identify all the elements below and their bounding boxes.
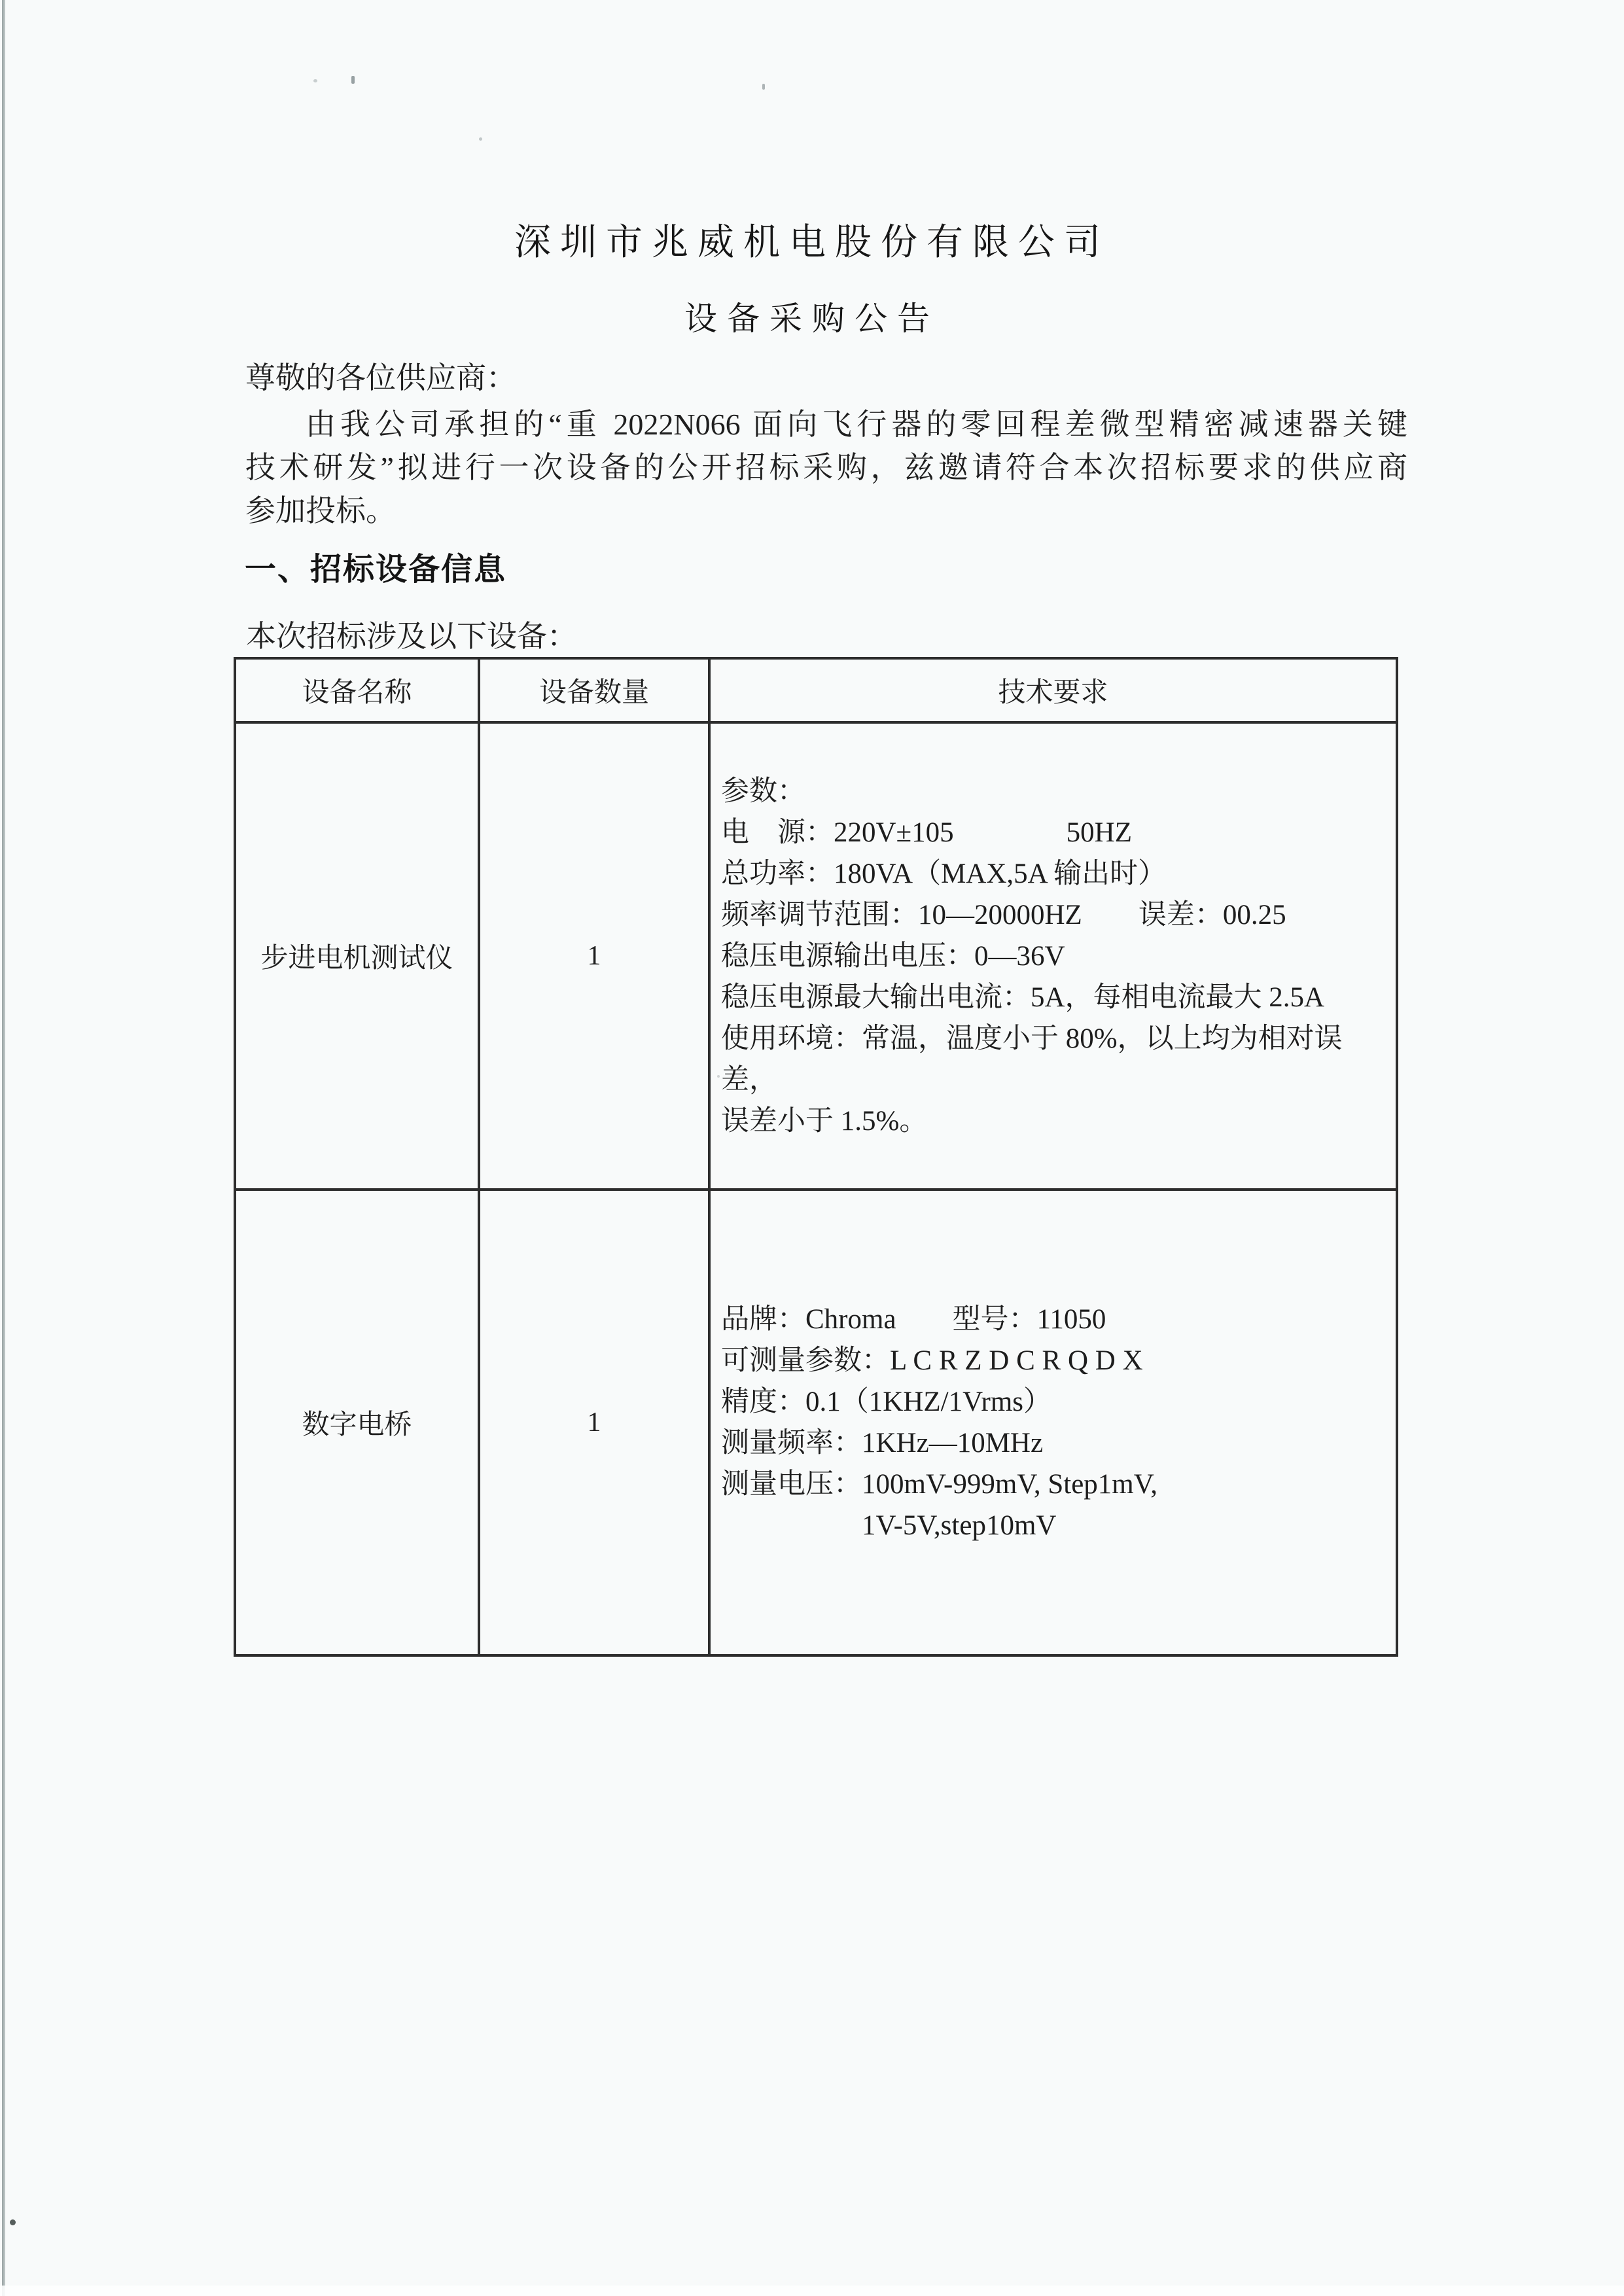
section-heading-bid-equipment-info: 一、招标设备信息 — [245, 552, 507, 587]
device-quantity-cell: 1 — [479, 1190, 709, 1655]
column-header-device-quantity: 设备数量 — [479, 658, 709, 722]
intro-line: 参加投标。 — [245, 494, 396, 527]
intro-paragraph — [245, 403, 1407, 533]
equipment-table — [234, 657, 1398, 1657]
table-lead-text: 本次招标涉及以下设备： — [246, 620, 577, 653]
table-row-digital-bridge — [235, 1190, 1397, 1655]
scan-speck — [479, 137, 482, 141]
tech-requirement-line: 品牌：Chroma 型号：11050 — [721, 1304, 1106, 1335]
tech-requirement-line: 稳压电源最大输出电流：5A，每相电流最大 2.5A — [721, 981, 1325, 1013]
device-name-cell: 步进电机测试仪 — [235, 722, 479, 1190]
tech-requirement-line: 参数： — [721, 775, 805, 807]
scan-edge-artifact — [2, 0, 5, 2296]
intro-line: 技术研发”拟进行一次设备的公开招标采购，兹邀请符合本次招标要求的供应商 — [245, 451, 1407, 484]
scan-speck — [762, 84, 765, 90]
technical-requirements-cell — [709, 722, 1397, 1190]
tech-requirement-line: 误差小于 1.5%。 — [721, 1105, 928, 1137]
technical-requirements-cell — [709, 1190, 1397, 1655]
tech-requirement-line: 可测量参数：L C R Z D C R Q D X — [721, 1345, 1143, 1376]
tech-requirement-line: 稳压电源输出电压：0—36V — [721, 940, 1065, 972]
tech-requirement-line: 测量电压：100mV-999mV, Step1mV, — [721, 1469, 1157, 1500]
column-header-device-name: 设备名称 — [235, 658, 479, 722]
intro-line: 由我公司承担的“重 2022N066 面向飞行器的零回程差微型精密减速器关键 — [306, 408, 1407, 441]
table-row-stepper-motor-tester — [235, 722, 1397, 1190]
company-title: 深圳市兆威机电股份有限公司 — [514, 222, 1110, 263]
scan-speck — [313, 79, 317, 82]
tech-requirement-line: 频率调节范围：10—20000HZ 误差：00.25 — [721, 899, 1286, 930]
table-header-row — [235, 658, 1397, 722]
announcement-subtitle: 设备采购公告 — [684, 300, 940, 337]
tech-requirement-line: 测量频率：1KHz—10MHz — [721, 1428, 1044, 1458]
device-name-cell: 数字电桥 — [235, 1190, 479, 1655]
device-quantity-cell: 1 — [479, 722, 709, 1190]
tech-requirement-line: 使用环境：常温，温度小于 80%，以上均为相对误差， — [721, 1023, 1343, 1095]
column-header-technical-requirements: 技术要求 — [709, 658, 1397, 722]
scan-speck — [10, 2219, 16, 2225]
tech-requirement-line: 总功率：180VA（MAX,5A 输出时） — [721, 858, 1167, 889]
scan-bottom-edge — [0, 2286, 1624, 2296]
tech-requirement-line: 精度：0.1（1KHZ/1Vrms） — [721, 1386, 1052, 1417]
scan-speck — [351, 76, 355, 84]
tech-requirement-line: 电 源：220V±105 50HZ — [721, 817, 1132, 848]
salutation: 尊敬的各位供应商： — [245, 361, 516, 395]
tech-requirement-line: 1V-5V,step10mV — [721, 1510, 1057, 1541]
